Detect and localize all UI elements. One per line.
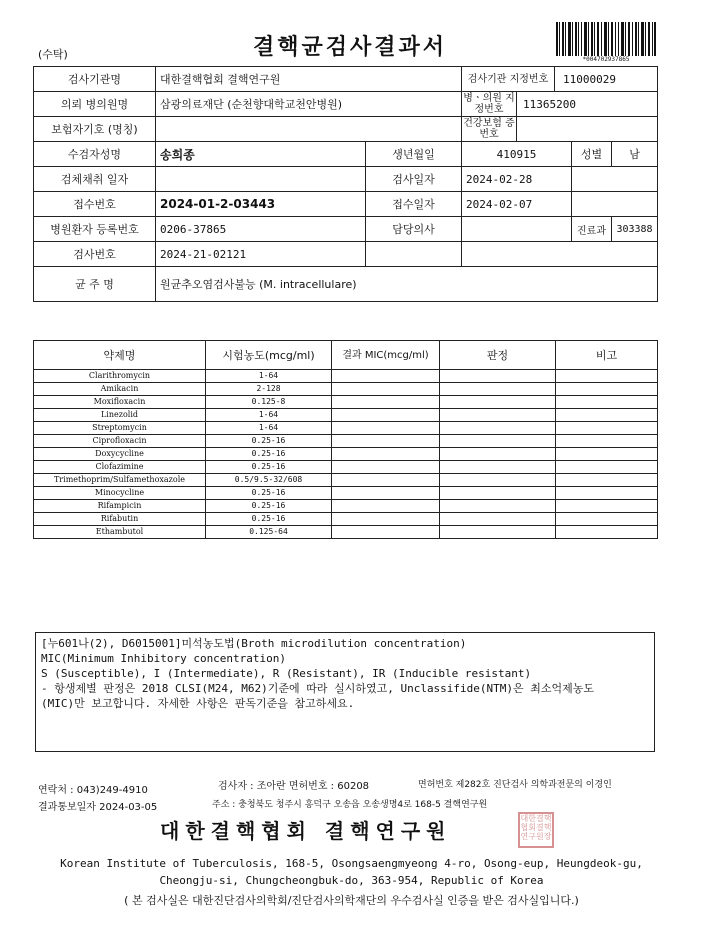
remarks <box>556 370 658 383</box>
table-row <box>34 448 658 461</box>
sex-label: 성별 <box>572 142 612 167</box>
interpretation <box>440 396 556 409</box>
remarks <box>556 409 658 422</box>
sex: 남 <box>612 142 658 167</box>
hospital: 삼광의료재단 (순천향대학교천안병원) <box>156 92 462 117</box>
interpretation <box>440 448 556 461</box>
organization-name: 대한결핵협회 결핵연구원 <box>160 819 452 843</box>
note-line-5: (MIC)만 보고합니다. 자세한 사항은 판독기준을 참고하세요. <box>41 697 355 710</box>
mic-result <box>332 422 440 435</box>
address-en-line-2: Cheongju-si, Chungcheongbuk-do, 363-954, Republic of Korea <box>159 874 544 887</box>
drug-name: Moxifloxacin <box>34 396 206 409</box>
patient-name-label: 수검자성명 <box>34 142 156 167</box>
address-kr: 주소 : 충청북도 청주시 흥덕구 오송읍 오송생명4로 168-5 결핵연구원 <box>212 800 488 810</box>
header-remarks: 비고 <box>556 341 658 370</box>
reg-no: 0206-37865 <box>156 217 366 242</box>
test-concentration: 0.25-16 <box>206 513 332 526</box>
lab-name-label: 검사기관명 <box>34 67 156 92</box>
report-date: 결과통보일자 2024-03-05 <box>38 802 158 813</box>
mic-result <box>332 370 440 383</box>
remarks <box>556 448 658 461</box>
table-row <box>34 500 658 513</box>
test-concentration: 0.25-16 <box>206 448 332 461</box>
note-line-4: - 항생제별 판정은 2018 CLSI(M24, M62)기준에 따라 실시하였고, Unclassifide(NTM)은 최소억제농도 <box>41 682 595 695</box>
interpretation <box>440 500 556 513</box>
mic-result <box>332 461 440 474</box>
lab-name: 대한결핵협회 결핵연구원 <box>156 67 462 92</box>
reg-no-label: 병원환자 등록번호 <box>34 217 156 242</box>
interpretation <box>440 526 556 539</box>
insurer-label: 보험자기호 (명칭) <box>34 117 156 142</box>
note-line-1: [누601나(2), D6015001]미석농도법(Broth microdilution concentration) <box>41 637 467 650</box>
lab-code: 11000029 <box>563 72 616 86</box>
table-row <box>34 422 658 435</box>
interpretation <box>440 409 556 422</box>
address-en-line-1: Korean Institute of Tuberculosis, 168-5, Osongsaengmyeong 4-ro, Osong-eup, Heungdeok-gu, <box>60 857 643 870</box>
doctor-label: 담당의사 <box>366 217 462 242</box>
remarks <box>556 422 658 435</box>
hospital-label: 의뢰 병의원명 <box>34 92 156 117</box>
remarks <box>556 526 658 539</box>
mic-result <box>332 396 440 409</box>
drug-name: Clarithromycin <box>34 370 206 383</box>
table-row <box>34 461 658 474</box>
table-row <box>34 396 658 409</box>
receipt-date: 2024-02-07 <box>462 192 572 217</box>
test-concentration: 0.25-16 <box>206 500 332 513</box>
drug-name: Streptomycin <box>34 422 206 435</box>
drug-name: Clofazimine <box>34 461 206 474</box>
table-row <box>34 409 658 422</box>
table-row <box>34 474 658 487</box>
examiner: 검사자 : 조아란 면허번호 : 60208 <box>218 781 370 792</box>
test-concentration: 0.125-8 <box>206 396 332 409</box>
remarks <box>556 487 658 500</box>
test-concentration: 0.25-16 <box>206 487 332 500</box>
remarks <box>556 435 658 448</box>
patient-info-table <box>33 66 658 302</box>
header-interpretation: 판정 <box>440 341 556 370</box>
drug-name: Minocycline <box>34 487 206 500</box>
mic-result <box>332 500 440 513</box>
table-row <box>34 526 658 539</box>
remarks <box>556 461 658 474</box>
mic-result <box>332 435 440 448</box>
dept: 303388 <box>612 217 658 242</box>
specialist: 면허번호 제282호 진단검사 의학과전문의 이경인 <box>418 780 612 790</box>
receipt-date-label: 접수일자 <box>366 192 462 217</box>
remarks <box>556 474 658 487</box>
table-row <box>34 487 658 500</box>
mic-result <box>332 383 440 396</box>
test-concentration: 0.5/9.5-32/608 <box>206 474 332 487</box>
mic-result <box>332 474 440 487</box>
clinic-code: 11365200 <box>523 97 576 111</box>
test-concentration: 0.25-16 <box>206 461 332 474</box>
remarks <box>556 513 658 526</box>
header-drug: 약제명 <box>34 341 206 370</box>
health-cert-label: 건강보험 증번호 <box>462 117 517 141</box>
interpretation <box>440 487 556 500</box>
test-date-label: 검사일자 <box>366 167 462 192</box>
header-test-conc: 시험농도(mcg/ml) <box>206 341 332 370</box>
drug-name: Trimethoprim/Sulfamethoxazole <box>34 474 206 487</box>
interpretation <box>440 370 556 383</box>
organism: 원균추오염검사불능 (M. intracellulare) <box>156 267 658 302</box>
receipt-no: 2024-01-2-03443 <box>156 192 366 217</box>
test-no: 2024-21-02121 <box>156 242 366 267</box>
doctor <box>462 217 572 242</box>
table-row <box>34 435 658 448</box>
mic-result <box>332 448 440 461</box>
collect-date-label: 검체채취 일자 <box>34 167 156 192</box>
interpretation <box>440 461 556 474</box>
dob: 410915 <box>462 142 572 167</box>
test-concentration: 1-64 <box>206 422 332 435</box>
barcode-number: *004702937865 <box>582 56 630 63</box>
test-concentration: 1-64 <box>206 370 332 383</box>
remarks <box>556 500 658 513</box>
drug-name: Ethambutol <box>34 526 206 539</box>
test-no-label: 검사번호 <box>34 242 156 267</box>
insurer <box>156 117 462 142</box>
table-row <box>34 370 658 383</box>
mic-result <box>332 487 440 500</box>
organism-label: 균 주 명 <box>34 267 156 302</box>
patient-name: 송희종 <box>156 142 366 167</box>
copy-label: (수탁) <box>38 48 68 61</box>
table-row <box>34 513 658 526</box>
method-notes <box>35 632 655 752</box>
drug-name: Doxycycline <box>34 448 206 461</box>
certification-note: ( 본 검사실은 대한진단검사의학회/진단검사의학재단의 우수검사실 인증을 받은 검사실입니다.) <box>124 894 579 907</box>
barcode <box>556 22 656 56</box>
interpretation <box>440 513 556 526</box>
clinic-code-label: 병ㆍ의원 지정번호 <box>462 92 517 116</box>
mic-result <box>332 513 440 526</box>
test-concentration: 0.25-16 <box>206 435 332 448</box>
note-line-3: S (Susceptible), I (Intermediate), R (Resistant), IR (Inducible resistant) <box>41 667 532 680</box>
dept-label: 진료과 <box>572 217 612 242</box>
note-line-2: MIC(Minimum Inhibitory concentration) <box>41 652 287 665</box>
drug-name: Rifampicin <box>34 500 206 513</box>
mic-result <box>332 526 440 539</box>
interpretation <box>440 383 556 396</box>
drug-name: Rifabutin <box>34 513 206 526</box>
susceptibility-table <box>33 340 658 539</box>
collect-date <box>156 167 366 192</box>
mic-result <box>332 409 440 422</box>
dob-label: 생년월일 <box>366 142 462 167</box>
remarks <box>556 396 658 409</box>
lab-code-label: 검사기관 지정번호 <box>462 67 555 91</box>
remarks <box>556 383 658 396</box>
interpretation <box>440 422 556 435</box>
test-concentration: 0.125-64 <box>206 526 332 539</box>
test-concentration: 2-128 <box>206 383 332 396</box>
drug-name: Linezolid <box>34 409 206 422</box>
test-concentration: 1-64 <box>206 409 332 422</box>
document-title: 결핵균검사결과서 <box>252 34 448 60</box>
interpretation <box>440 474 556 487</box>
official-seal: 대한결핵협회결핵연구원장 <box>518 812 554 848</box>
receipt-no-label: 접수번호 <box>34 192 156 217</box>
contact-phone: 연락처 : 043)249-4910 <box>38 785 148 796</box>
drug-name: Amikacin <box>34 383 206 396</box>
table-row <box>34 383 658 396</box>
interpretation <box>440 435 556 448</box>
drug-name: Ciprofloxacin <box>34 435 206 448</box>
header-mic: 결과 MIC(mcg/ml) <box>332 341 440 370</box>
test-date: 2024-02-28 <box>462 167 572 192</box>
